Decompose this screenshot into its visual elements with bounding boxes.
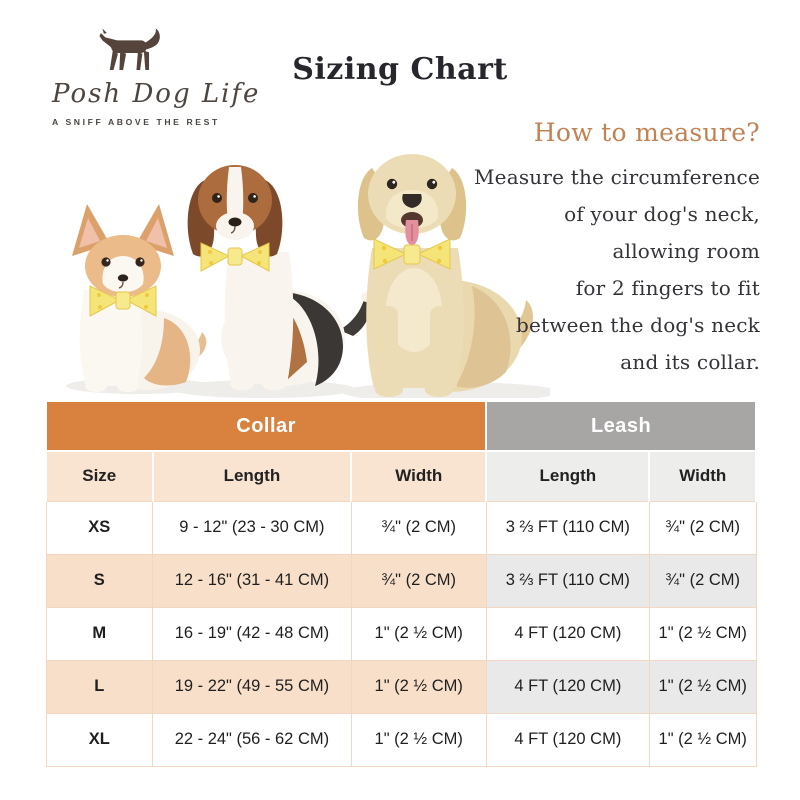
table-row — [46, 713, 756, 766]
value-cell: ¾" (2 CM) — [649, 501, 756, 554]
measure-text-line: of your dog's neck, — [564, 202, 760, 226]
size-cell: M — [46, 607, 153, 660]
value-cell: ¾" (2 CM) — [649, 554, 756, 607]
collar-group-header: Collar — [46, 401, 486, 451]
measure-text-line: allowing room — [612, 239, 760, 263]
col-header-collar-width: Width — [351, 451, 486, 501]
value-cell: 22 - 24" (56 - 62 CM) — [153, 713, 352, 766]
value-cell: 12 - 16" (31 - 41 CM) — [153, 554, 352, 607]
measure-guide — [430, 118, 760, 381]
value-cell: 1" (2 ½ CM) — [649, 607, 756, 660]
measure-text-line: Measure the circumference — [473, 165, 760, 189]
beagle-illustration — [188, 165, 371, 391]
value-cell: 4 FT (120 CM) — [486, 607, 649, 660]
page-title: Sizing Chart — [292, 52, 508, 87]
leash-group-header: Leash — [486, 401, 756, 451]
value-cell: 1" (2 ½ CM) — [351, 660, 486, 713]
group-header-row — [46, 401, 756, 451]
brand-name: Posh Dog Life — [52, 79, 261, 109]
measure-heading: How to measure? — [533, 118, 760, 147]
size-cell: XL — [46, 713, 153, 766]
size-table-body — [46, 501, 756, 766]
table-row — [46, 660, 756, 713]
value-cell: ¾" (2 CM) — [351, 554, 486, 607]
measure-text-line: and its collar. — [620, 350, 760, 374]
value-cell: 3 ⅔ FT (110 CM) — [486, 554, 649, 607]
brand-logo — [52, 24, 261, 127]
value-cell: 16 - 19" (42 - 48 CM) — [153, 607, 352, 660]
value-cell: 3 ⅔ FT (110 CM) — [486, 501, 649, 554]
column-header-row — [46, 451, 756, 501]
measure-text-line: for 2 fingers to fit — [575, 276, 760, 300]
size-cell: XS — [46, 501, 153, 554]
value-cell: 1" (2 ½ CM) — [351, 713, 486, 766]
dog-silhouette-icon — [95, 24, 169, 76]
col-header-leash-length: Length — [486, 451, 649, 501]
value-cell: 4 FT (120 CM) — [486, 713, 649, 766]
size-cell: L — [46, 660, 153, 713]
value-cell: 1" (2 ½ CM) — [649, 660, 756, 713]
measure-instructions — [430, 159, 760, 381]
col-header-collar-length: Length — [153, 451, 352, 501]
brand-tagline: A SNIFF ABOVE THE REST — [52, 116, 220, 127]
table-row — [46, 607, 756, 660]
value-cell: 19 - 22" (49 - 55 CM) — [153, 660, 352, 713]
table-row — [46, 554, 756, 607]
size-table — [45, 400, 757, 767]
col-header-leash-width: Width — [649, 451, 756, 501]
value-cell: 1" (2 ½ CM) — [649, 713, 756, 766]
size-cell: S — [46, 554, 153, 607]
chihuahua-illustration — [72, 204, 206, 392]
value-cell: ¾" (2 CM) — [351, 501, 486, 554]
measure-text-line: between the dog's neck — [515, 313, 760, 337]
col-header-size: Size — [46, 451, 153, 501]
value-cell: 1" (2 ½ CM) — [351, 607, 486, 660]
table-row — [46, 501, 756, 554]
value-cell: 4 FT (120 CM) — [486, 660, 649, 713]
value-cell: 9 - 12" (23 - 30 CM) — [153, 501, 352, 554]
